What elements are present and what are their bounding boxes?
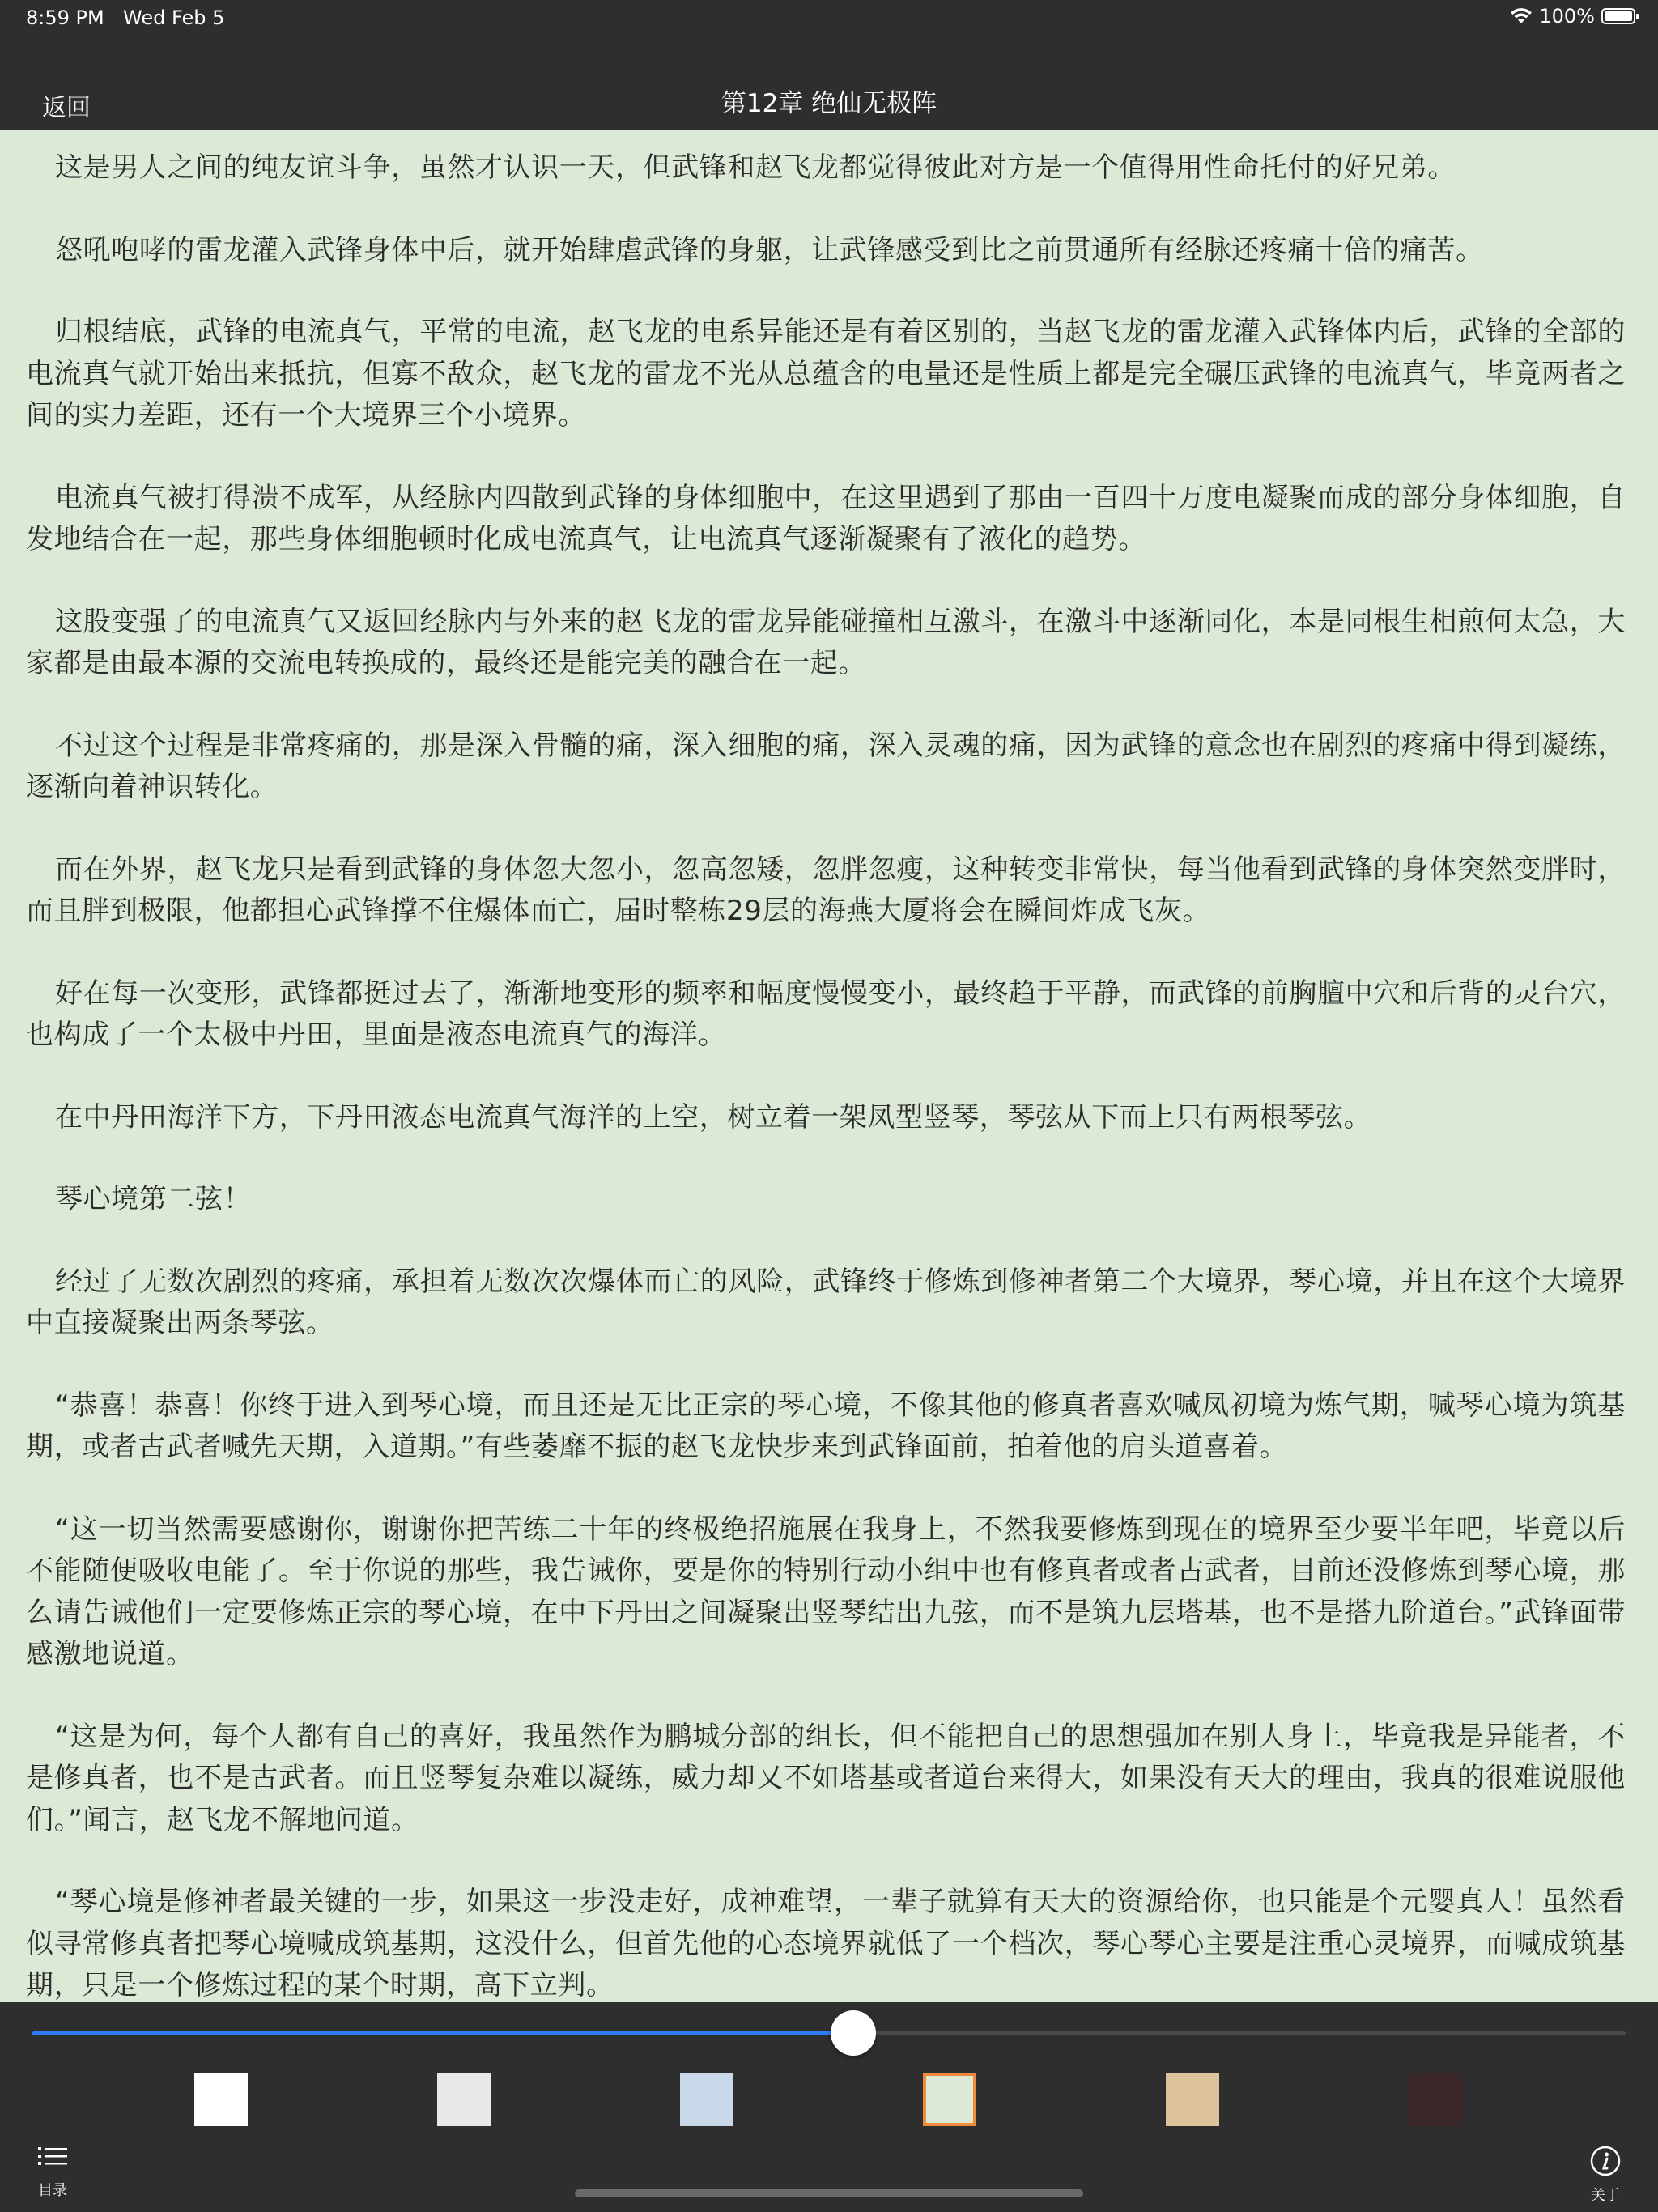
paragraph: 怒吼咆哮的雷龙灌入武锋身体中后，就开始肆虐武锋的身躯，让武锋感受到比之前贯通所有经脉还疼痛十倍的痛苦。 xyxy=(55,233,1484,266)
theme-swatches xyxy=(0,2073,1658,2129)
paragraph: 在中丹田海洋下方，下丹田液态电流真气海洋的上空，树立着一架凤型竖琴，琴弦从下而上只有两根琴弦。 xyxy=(55,1100,1372,1134)
table-of-contents-button[interactable] xyxy=(32,2145,73,2200)
progress-thumb[interactable] xyxy=(831,2010,876,2056)
paragraph: 电流真气被打得溃不成军，从经脉内四散到武锋的身体细胞中，在这里遇到了那由一百四十万度电凝聚而成的部分身体细胞，自发地结合在一起，那些身体细胞顿时化成电流真气，让电流真气逐渐凝聚有了液化的趋势。 xyxy=(26,481,1626,555)
reader-control-panel xyxy=(0,2002,1658,2212)
paragraph: “琴心境是修神者最关键的一步，如果这一步没走好，成神难望，一辈子就算有天大的资源给你，也只能是个元婴真人！虽然看似寻常修真者把琴心境喊成筑基期，这没什么，但首先他的心态境界就低了一个档次，琴心琴心主要是注重心灵境界，而喊成筑基期，只是一个修炼过程的某个时期，高下立判。 xyxy=(26,1886,1626,2001)
theme-swatch-light-gray[interactable] xyxy=(437,2073,491,2126)
wifi-icon xyxy=(1510,7,1533,25)
paragraph: “这一切当然需要感谢你，谢谢你把苦练二十年的终极绝招施展在我身上，不然我要修炼到现在的境界至少要半年吧，毕竟以后不能随便吸收电能了。至于你说的那些，我告诫你，要是你的特别行动小组中也有修真者或者古武者，目前还没修炼到琴心境，那么请告诫他们一定要修炼正宗的琴心境，在中下丹田之间凝聚出竖琴结出九弦，而不是筑九层塔基，也不是搭九阶道台。”武锋面带感激地说道。 xyxy=(26,1512,1626,1670)
reading-area[interactable] xyxy=(0,130,1658,2002)
status-time: 8:59 PM xyxy=(26,6,104,29)
paragraph: 这是男人之间的纯友谊斗争，虽然才认识一天，但武锋和赵飞龙都觉得彼此对方是一个值得用性命托付的好兄弟。 xyxy=(55,151,1456,184)
theme-swatch-white[interactable] xyxy=(194,2073,248,2126)
home-indicator[interactable] xyxy=(575,2189,1083,2197)
paragraph: 好在每一次变形，武锋都挺过去了，渐渐地变形的频率和幅度慢慢变小，最终趋于平静，而武锋的前胸膻中穴和后背的灵台穴，也构成了一个太极中丹田，里面是液态电流真气的海洋。 xyxy=(26,976,1626,1051)
status-date: Wed Feb 5 xyxy=(123,6,225,29)
info-icon xyxy=(1589,2165,1622,2180)
paragraph: “恭喜！恭喜！你终于进入到琴心境，而且还是无比正宗的琴心境，不像其他的修真者喜欢喊凤初境为炼气期，喊琴心境为筑基期，或者古武者喊先天期，入道期。”有些萎靡不振的赵飞龙快步来到武锋面前，拍着他的肩头道喜着。 xyxy=(26,1389,1626,1463)
chapter-content xyxy=(26,147,1626,2002)
about-button[interactable] xyxy=(1585,2145,1626,2205)
theme-swatch-tan[interactable] xyxy=(1166,2073,1219,2126)
paragraph: 归根结底，武锋的电流真气，平常的电流，赵飞龙的电系异能还是有着区别的，当赵飞龙的雷龙灌入武锋体内后，武锋的全部的电流真气就开始出来抵抗，但寡不敌众，赵飞龙的雷龙不光从总蕴含的电量还是性质上都是完全碾压武锋的电流真气，毕竟两者之间的实力差距，还有一个大境界三个小境界。 xyxy=(26,316,1626,432)
paragraph: 这股变强了的电流真气又返回经脉内与外来的赵飞龙的雷龙异能碰撞相互激斗，在激斗中逐渐同化，本是同根生相煎何太急，大家都是由最本源的交流电转换成的，最终还是能完美的融合在一起。 xyxy=(26,605,1626,679)
battery-icon xyxy=(1601,8,1635,24)
paragraph: 经过了无数次剧烈的疼痛，承担着无数次次爆体而亡的风险，武锋终于修炼到修神者第二个大境界，琴心境，并且在这个大境界中直接凝聚出两条琴弦。 xyxy=(26,1265,1626,1339)
status-bar xyxy=(0,0,1658,39)
theme-swatch-light-green[interactable] xyxy=(923,2073,976,2126)
paragraph: 琴心境第二弦！ xyxy=(55,1183,252,1215)
progress-fill xyxy=(32,2031,853,2035)
progress-slider[interactable] xyxy=(32,2031,1626,2035)
status-indicators xyxy=(1510,5,1635,28)
paragraph: “这是为何，每个人都有自己的喜好，我虽然作为鹏城分部的组长，但不能把自己的思想强加在别人身上，毕竟我是异能者，不是修真者，也不是古武者。而且竖琴复杂难以凝练，威力却又不如塔基或者道台来得大，如果没有天大的理由，我真的很难说服他们。”闻言，赵飞龙不解地问道。 xyxy=(26,1720,1626,1836)
theme-swatch-light-blue[interactable] xyxy=(680,2073,733,2126)
theme-swatch-dark-brown[interactable] xyxy=(1409,2073,1462,2126)
about-label: 关于 xyxy=(1591,2187,1620,2204)
paragraph: 不过这个过程是非常疼痛的，那是深入骨髓的痛，深入细胞的痛，深入灵魂的痛，因为武锋的意念也在剧烈的疼痛中得到凝练，逐渐向着神识转化。 xyxy=(26,729,1626,803)
navigation-bar xyxy=(0,39,1658,130)
toc-label: 目录 xyxy=(38,2182,67,2199)
list-icon xyxy=(36,2160,69,2176)
paragraph: 而在外界，赵飞龙只是看到武锋的身体忽大忽小，忽高忽矮，忽胖忽瘦，这种转变非常快，每当他看到武锋的身体突然变胖时，而且胖到极限，他都担心武锋撑不住爆体而亡，届时整栋29层的海燕大厦将会在瞬间炸成飞灰。 xyxy=(26,853,1626,927)
back-button[interactable]: 返回 xyxy=(42,94,91,122)
battery-percent: 100% xyxy=(1539,5,1595,28)
chapter-title: 第12章 绝仙无极阵 xyxy=(721,89,937,118)
